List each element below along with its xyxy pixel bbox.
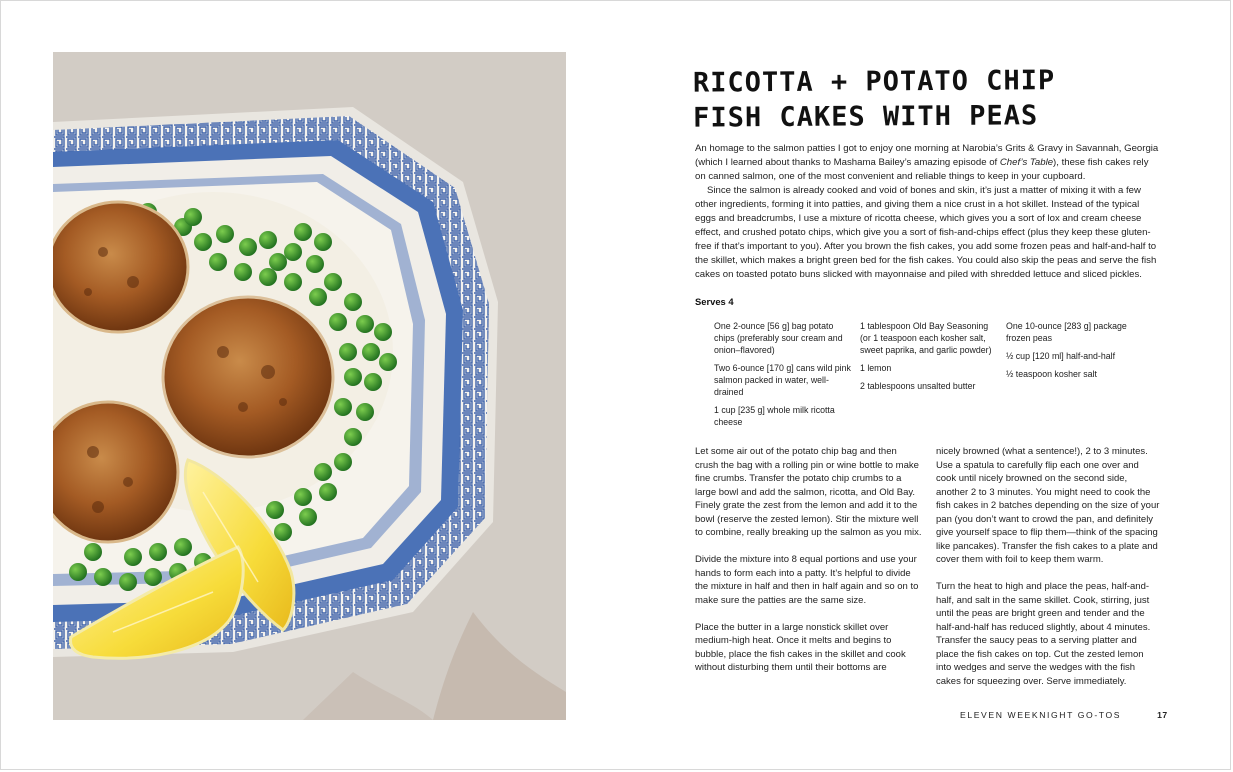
ingredient-item: 1 cup [235 g] whole milk ricotta cheese: [714, 405, 835, 427]
intro-p1-part2: ), these fish cakes rely on canned salmon, one of the most convenient and reliable things to keep in your cupboard.: [695, 157, 1149, 182]
ingredient-item: 1 tablespoon Old Bay Seasoning (or 1 teaspoon each kosher salt, sweet paprika, and garlic powder): [860, 321, 992, 355]
method-step: Divide the mixture into 8 equal portions and use your hands to form each into a patty. It’s helpful to divide the mixture in half and then in half again and so on to make sure the patties are the same size.: [695, 554, 919, 606]
method-step: Let some air out of the potato chip bag and then crush the bag with a rolling pin or wine bottle to make fine crumbs. Transfer the potato chip crumbs to a large bowl and add the salmon, ricotta, and Old Bay. Finely grate the zest from the lemon and add it to the bowl (reserve the zested lemon). Stir the mixture well to combine, really breaking up the salmon as you mix.: [695, 446, 922, 538]
ingredients-column-1: [714, 320, 852, 434]
method-step: Turn the heat to high and place the peas, half-and-half, and salt in the same skillet. Cook, stirring, just until the peas are bright green and tender and the half-and-half has reduced slightly, about 4 minutes. Transfer the saucy peas to a serving platter and place the fish cakes on top. Cut the zested lemon into wedges and serve the wedges with the fish cakes for squeezing over. Serve immediately.: [936, 581, 1151, 687]
section-title: ELEVEN WEEKNIGHT GO-TOS: [960, 710, 1122, 720]
intro-text: [695, 142, 1161, 282]
recipe-title: [693, 62, 1163, 135]
intro-p1-italic: Chef’s Table: [999, 157, 1054, 168]
method-column-1: [695, 445, 922, 688]
ingredient-item: Two 6-ounce [170 g] cans wild pink salmon packed in water, well-drained: [714, 363, 851, 397]
ingredient-item: 1 lemon: [860, 363, 892, 373]
ingredient-item: ½ teaspoon kosher salt: [1006, 369, 1097, 379]
method-step: Place the butter in a large nonstick skillet over medium-high heat. Once it melts and begins to bubble, place the fish cakes in the skillet and cook without disturbing them until their bottoms are: [695, 621, 906, 673]
serves-label: Serves 4: [695, 296, 734, 307]
ingredient-item: 2 tablespoons unsalted butter: [860, 381, 976, 391]
ingredients-column-3: [1006, 320, 1146, 386]
food-photo: [53, 52, 566, 720]
method-step: nicely browned (what a sentence!), 2 to 3 minutes. Use a spatula to carefully flip each one over and cook until nicely browned on the second side, another 2 to 3 minutes. You might need to cook the fish cakes in 2 batches depending on the size of your pan (you don’t want to crowd the pan, and definitely give yourself space to flip them—think of the spacing like pancakes). Transfer the fish cakes to a plate and cover them with foil to keep them warm.: [936, 446, 1160, 565]
page-footer: [960, 710, 1168, 720]
intro-paragraph-2: Since the salmon is already cooked and void of bones and skin, it’s just a matter of mixing it with a few other ingredients, forming it into patties, and giving them a nice crust in a hot skillet. Instead of the typical eggs and breadcrumbs, I use a mixture of ricotta cheese, which gives you a sort of lox and cream cheese effect, and crushed potato chips, which give you a sort of fish-and-chips effect (plus they keep these gluten-free if that’s important to you). After you brown the fish cakes, you add some frozen peas and half-and-half to the skillet, which makes a bright green bed for the fish cakes. You could also skip the peas and serve the fish cakes on toasted potato buns slicked with mayonnaise and piled with shredded lettuce and sliced pickles.: [695, 185, 1157, 280]
method-column-2: [936, 445, 1161, 702]
title-line-1: RICOTTA + POTATO CHIP: [692, 65, 1056, 99]
ingredient-item: One 2-ounce [56 g] bag potato chips (preferably sour cream and onion–flavored): [714, 321, 843, 355]
page-number: 17: [1157, 710, 1168, 720]
ingredient-item: One 10-ounce [283 g] package frozen peas: [1006, 321, 1127, 343]
ingredients-column-2: [860, 320, 995, 398]
intro-paragraph-1: [695, 142, 1161, 184]
intro-p1-part1: An homage to the salmon patties I got to enjoy one morning at Narobia’s Grits & Gravy in Savannah, Georgia (which I learned about thanks to Mashama Bailey’s amazing episode of: [695, 143, 1159, 168]
ingredient-item: ½ cup [120 ml] half-and-half: [1006, 351, 1116, 361]
title-line-2: FISH CAKES WITH PEAS: [693, 100, 1039, 134]
